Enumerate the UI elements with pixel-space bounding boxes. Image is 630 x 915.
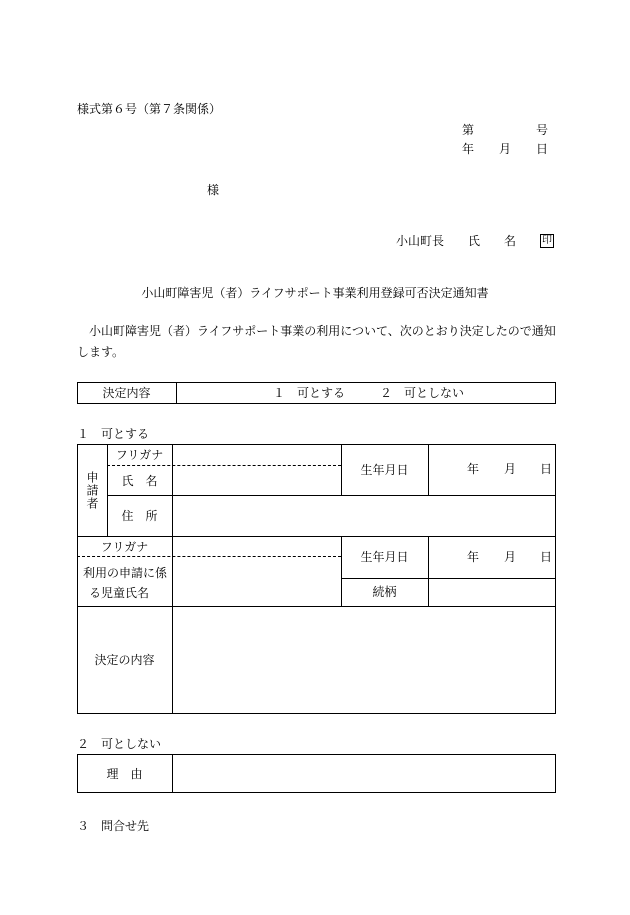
relation-label: 続柄: [372, 585, 397, 599]
child-birthdate-tsuki: 月: [504, 550, 517, 564]
child-furigana-label: フリガナ: [100, 539, 149, 554]
child-birthdate-nen: 年: [467, 550, 480, 564]
divider: [428, 536, 429, 606]
doc-number-dai: 第: [462, 123, 475, 137]
birthdate-label: 生年月日: [360, 462, 409, 477]
reason-label: 理 由: [106, 766, 143, 781]
issuer-mei: 名: [504, 234, 517, 248]
birthdate-nen: 年: [467, 462, 480, 476]
date-nen: 年: [462, 142, 475, 156]
body-line-1: 小山町障害児（者）ライフサポート事業の利用について、次のとおり決定したので通知: [89, 324, 556, 338]
decision-label: 決定内容: [102, 386, 151, 400]
section2-heading: ２ 可としない: [77, 737, 162, 751]
divider: [172, 754, 173, 793]
divider: [428, 444, 429, 495]
divider: [341, 495, 556, 496]
divider: [176, 382, 177, 404]
dashed-divider: [77, 556, 341, 557]
issuer-title: 小山町長: [396, 234, 445, 248]
date-tsuki: 月: [499, 142, 512, 156]
divider: [172, 444, 173, 714]
applicant-label: 申請者: [85, 470, 99, 510]
address-label: 住 所: [121, 508, 158, 523]
child-label-line-2: る児童氏名: [89, 586, 150, 600]
child-birthdate-hi: 日: [540, 550, 553, 564]
form-number: 様式第６号（第７条関係）: [77, 102, 222, 116]
section3-heading: ３ 問合せ先: [77, 819, 150, 833]
decision-option-approve: １ 可とする: [273, 386, 346, 400]
birthdate-tsuki: 月: [504, 462, 517, 476]
child-birthdate-label: 生年月日: [360, 550, 409, 564]
decision-option-reject: ２ 可としない: [380, 386, 465, 400]
doc-number-go: 号: [536, 123, 549, 137]
furigana-label: フリガナ: [115, 448, 164, 462]
child-label-line-1: 利用の申請に係: [83, 566, 168, 580]
document-title: 小山町障害児（者）ライフサポート事業利用登録可否決定通知書: [141, 286, 489, 300]
decision-detail-label: 決定の内容: [94, 653, 155, 667]
birthdate-hi: 日: [540, 462, 553, 476]
section1-heading: １ 可とする: [77, 427, 150, 441]
issuer-shi: 氏: [468, 234, 481, 248]
name-label: 氏 名: [121, 473, 158, 488]
seal-icon: 印: [542, 235, 552, 246]
date-hi: 日: [536, 142, 549, 156]
addressee-sama: 様: [207, 183, 220, 197]
body-line-2: します。: [77, 345, 125, 359]
